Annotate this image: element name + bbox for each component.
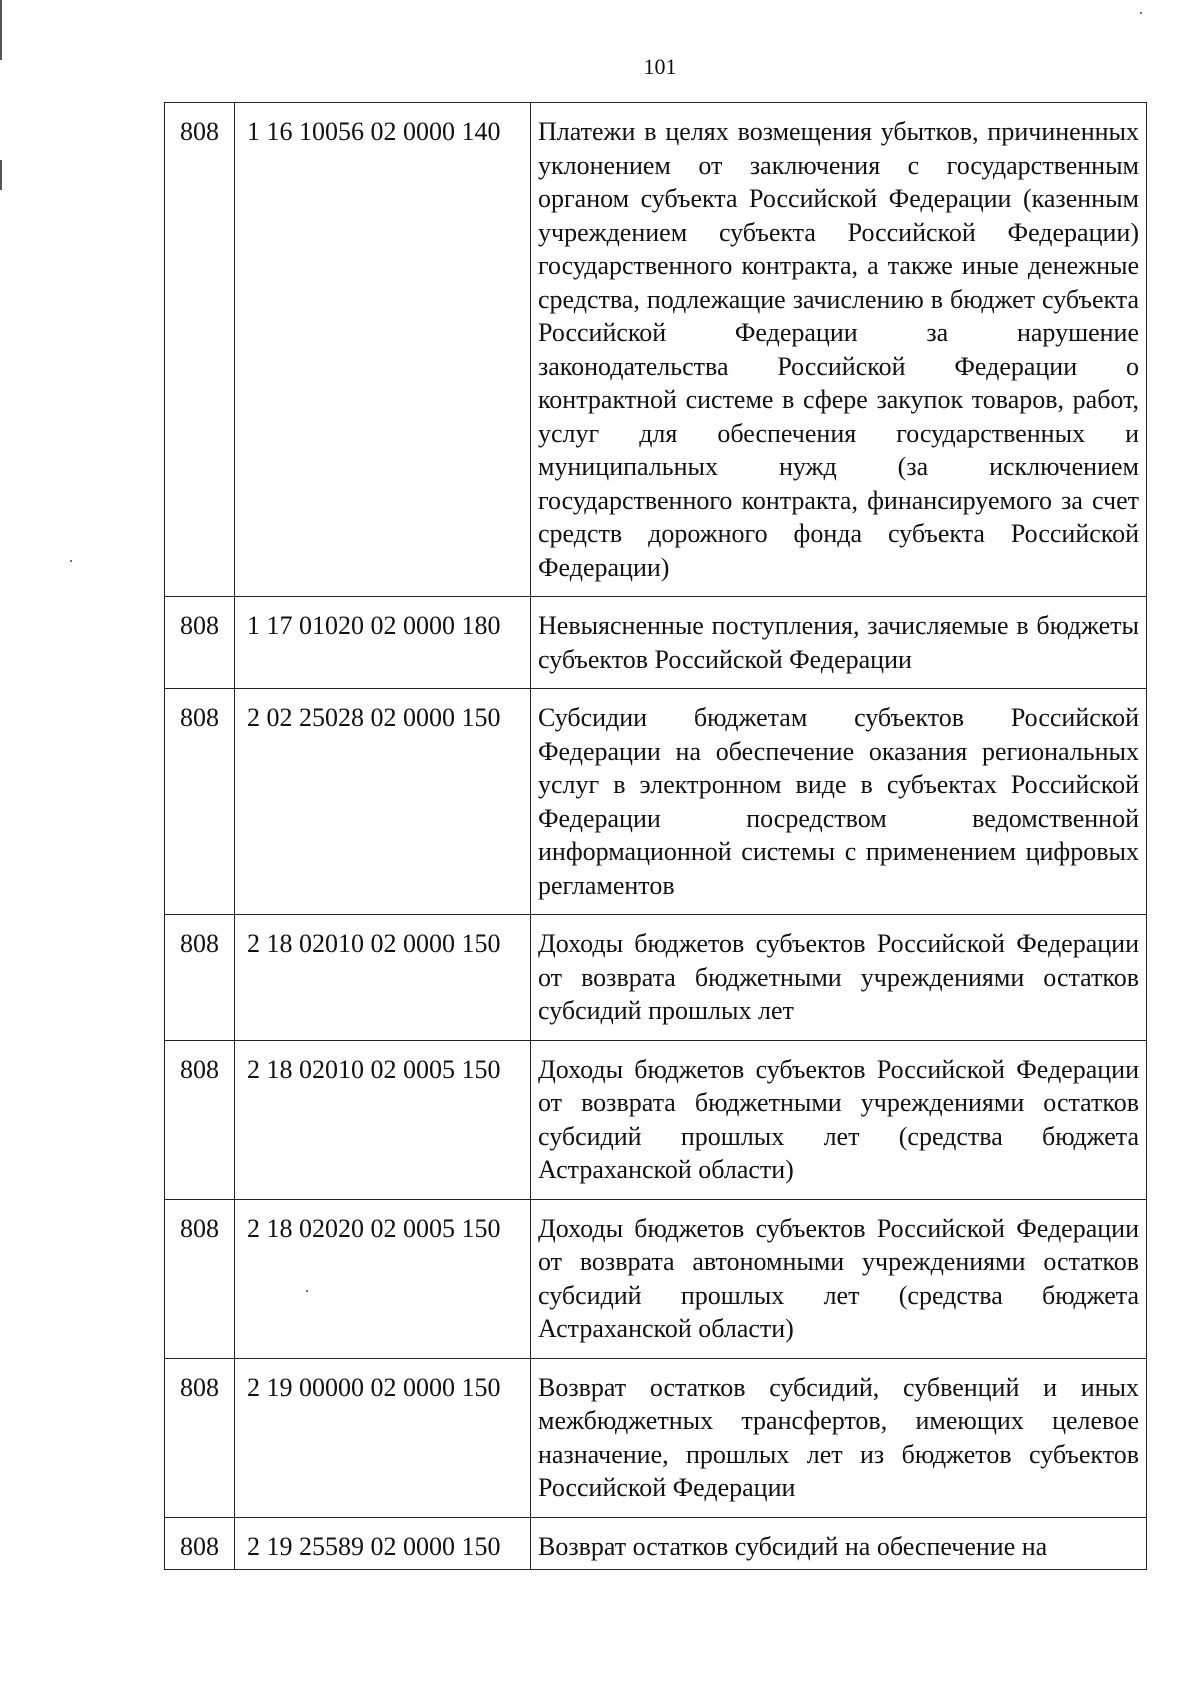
budget-code-cell: 1 17 01020 02 0000 180 — [235, 597, 531, 689]
table-row — [165, 103, 1147, 597]
admin-code-cell: 808 — [165, 915, 235, 1041]
description-cell: Доходы бюджетов субъектов Российской Федерации от возврата бюджетными учреждениями остатков субсидий прошлых лет (средства бюджета Астраханской области) — [531, 1040, 1147, 1199]
budget-code-cell: 1 16 10056 02 0000 140 — [235, 103, 531, 597]
admin-code-cell: 808 — [165, 1517, 235, 1570]
table-row — [165, 597, 1147, 689]
table-row — [165, 1199, 1147, 1358]
description-cell: Доходы бюджетов субъектов Российской Федерации от возврата автономными учреждениями остатков субсидий прошлых лет (средства бюджета Астраханской области) — [531, 1199, 1147, 1358]
scan-margin-mark — [0, 160, 2, 190]
scan-margin-mark — [0, 0, 2, 60]
page-number: 101 — [643, 54, 677, 79]
budget-codes-table — [164, 102, 1147, 1570]
admin-code-cell: 808 — [165, 597, 235, 689]
admin-code-cell: 808 — [165, 689, 235, 915]
description-cell: Субсидии бюджетам субъектов Российской Федерации на обеспечение оказания региональных услуг в электронном виде в субъектах Российской Федерации посредством ведомственной информационной системы с применением цифровых регламентов — [531, 689, 1147, 915]
scan-speck — [70, 560, 72, 562]
budget-code-cell: 2 18 02010 02 0005 150 — [235, 1040, 531, 1199]
description-cell: Невыясненные поступления, зачисляемые в бюджеты субъектов Российской Федерации — [531, 597, 1147, 689]
scan-speck — [1140, 12, 1142, 14]
table-row — [165, 1358, 1147, 1517]
table-row — [165, 915, 1147, 1041]
budget-code-cell: 2 18 02010 02 0000 150 — [235, 915, 531, 1041]
description-cell: Возврат остатков субсидий на обеспечение на — [531, 1517, 1147, 1570]
admin-code-cell: 808 — [165, 1358, 235, 1517]
budget-code-cell: 2 19 25589 02 0000 150 — [235, 1517, 531, 1570]
description-cell: Платежи в целях возмещения убытков, причиненных уклонением от заключения с государственным органом субъекта Российской Федерации (казенным учреждением субъекта Российской Федерации) государственного контракта, а также иные денежные средства, подлежащие зачислению в бюджет субъекта Российской Федерации за нарушение законодательства Российской Федерации о контрактной системе в сфере закупок товаров, работ, услуг для обеспечения государственных и муниципальных нужд (за исключением государственного контракта, финансируемого за счет средств дорожного фонда субъекта Российской Федерации) — [531, 103, 1147, 597]
table-row — [165, 1040, 1147, 1199]
budget-code-cell: 2 02 25028 02 0000 150 — [235, 689, 531, 915]
description-cell: Доходы бюджетов субъектов Российской Федерации от возврата бюджетными учреждениями остатков субсидий прошлых лет — [531, 915, 1147, 1041]
admin-code-cell: 808 — [165, 103, 235, 597]
admin-code-cell: 808 — [165, 1040, 235, 1199]
table-row — [165, 1517, 1147, 1570]
description-cell: Возврат остатков субсидий, субвенций и иных межбюджетных трансфертов, имеющих целевое назначение, прошлых лет из бюджетов субъектов Российской Федерации — [531, 1358, 1147, 1517]
budget-code-cell: 2 19 00000 02 0000 150 — [235, 1358, 531, 1517]
admin-code-cell: 808 — [165, 1199, 235, 1358]
budget-code-cell: 2 18 02020 02 0005 150 — [235, 1199, 531, 1358]
table-row — [165, 689, 1147, 915]
